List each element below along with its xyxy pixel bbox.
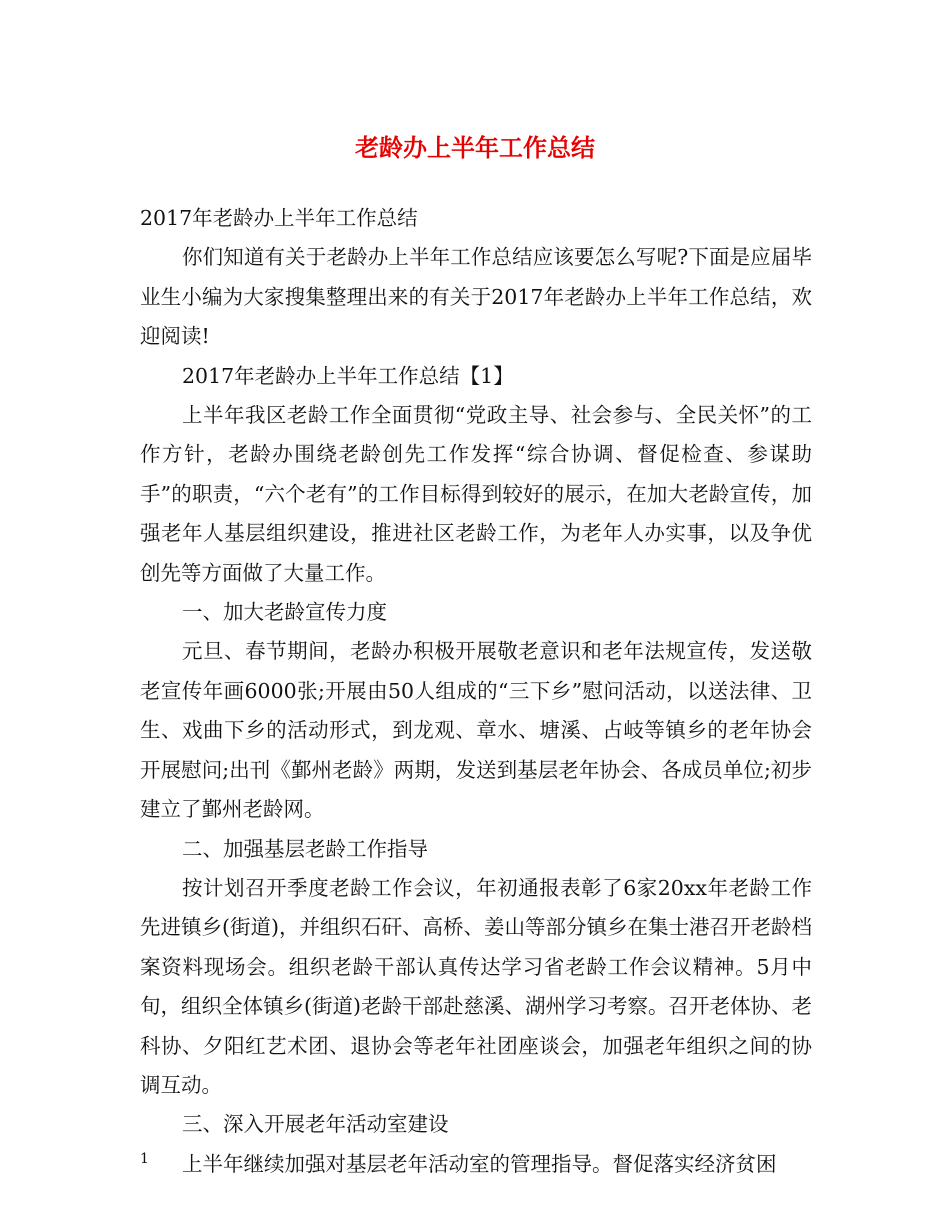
- section-heading: 2017年老龄办上半年工作总结【1】: [182, 363, 514, 388]
- body-paragraph: 上半年我区老龄工作全面贯彻“党政主导、社会参与、全民关怀”的工作方针，老龄办围绕老龄创先工作发挥“综合协调、督促检查、参谋助手”的职责，“六个老有”的工作目标得到较好的展示，在加大老龄宣传，加强老年人基层组织建设，推进社区老龄工作，为老年人办实事，以及争优创先等方面做了大量工作。: [140, 403, 812, 585]
- page-number: 1: [140, 1151, 149, 1167]
- body-paragraph: 上半年继续加强对基层老年活动室的管理指导。督促落实经济贫困: [182, 1151, 777, 1176]
- section-heading: 三、深入开展老年活动室建设: [182, 1112, 449, 1137]
- document-title: 老龄办上半年工作总结: [355, 133, 595, 162]
- intro-paragraph: 你们知道有关于老龄办上半年工作总结应该要怎么写呢?下面是应届毕业生小编为大家搜集整理出来的有关于2017年老龄办上半年工作总结，欢迎阅读!: [140, 245, 812, 349]
- section-heading: 二、加强基层老龄工作指导: [182, 836, 429, 861]
- body-paragraph: 元旦、春节期间，老龄办积极开展敬老意识和老年法规宣传，发送敬老宣传年画6000张;开展由50人组成的“三下乡”慰问活动，以送法律、卫生、戏曲下乡的活动形式，到龙观、章水、塘溪、占岐等镇乡的老年协会开展慰问;出刊《鄞州老龄》两期，发送到基层老年协会、各成员单位;初步建立了鄞州老龄网。: [140, 639, 812, 822]
- section-heading: 一、加大老龄宣传力度: [182, 600, 388, 625]
- document-body: [140, 199, 812, 1184]
- body-paragraph: 按计划召开季度老龄工作会议，年初通报表彰了6家20xx年老龄工作先进镇乡(街道)，并组织石矸、高桥、姜山等部分镇乡在集士港召开老龄档案资料现场会。组织老龄干部认真传达学习省老龄工作会议精神。5月中旬，组织全体镇乡(街道)老龄干部赴慈溪、湖州学习考察。召开老体协、老科协、夕阳红艺术团、退协会等老年社团座谈会，加强老年组织之间的协调互动。: [140, 875, 812, 1097]
- document-subtitle: 2017年老龄办上半年工作总结: [140, 206, 418, 230]
